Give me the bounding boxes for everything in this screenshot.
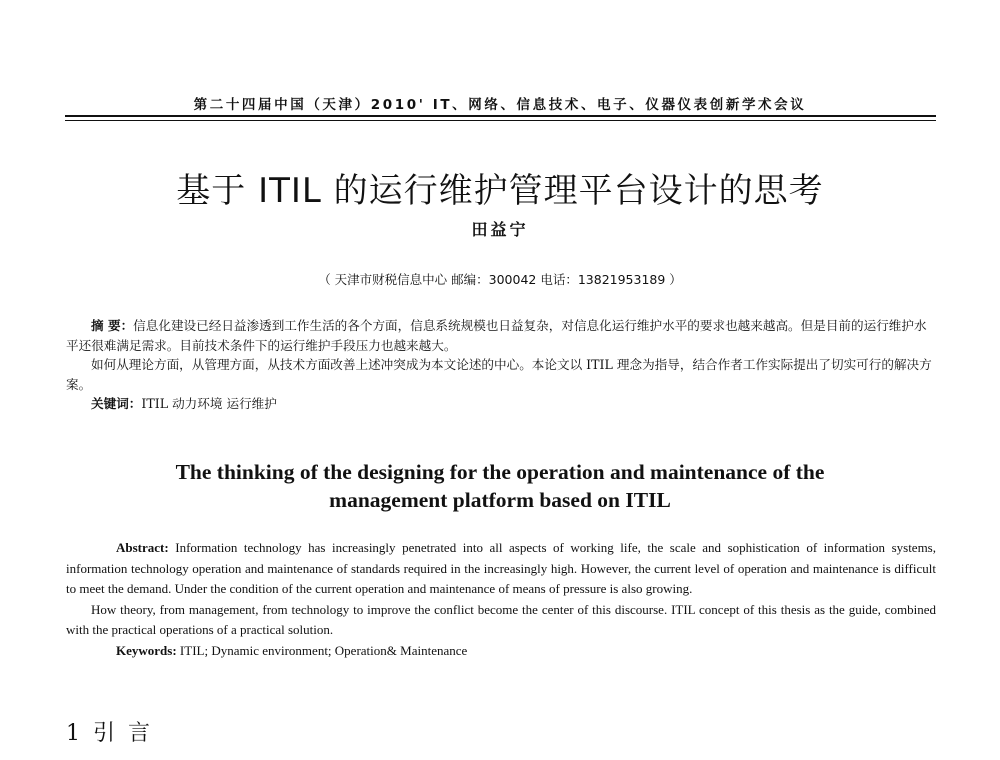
section-heading: 1 引 言 (66, 721, 153, 746)
keywords-en-text: ITIL; Dynamic environment; Operation& Maintenance (179, 642, 468, 658)
keywords-cn (66, 394, 936, 414)
abstract-cn-label: 摘 要： (91, 318, 134, 333)
keywords-cn-label: 关键词： (91, 396, 142, 411)
abstract-cn-text1: 信息化建设已经日益渗透到工作生活的各个方面，信息系统规模也日益复杂，对信息化运行维护水平的要求也越来越高。但是目前的运行维护水平还很难满足需求。目前技术条件下的运行维护手段压力也越来越大。 (66, 318, 927, 353)
abstract-cn-para1 (66, 316, 936, 355)
header-rule-thin (65, 120, 936, 121)
paper-title-en (0, 458, 1000, 514)
abstract-en-label: Abstract: (116, 540, 169, 555)
abstract-en-text1: Information technology has increasingly penetrated into all aspects of working life, the scale and sophistication of information systems, information technology operation and maintenance of standards required in the increasingly high. However, the current level of operation and maintenance is difficult to meet the demand. Under the condition of the current operation and maintenance of means of pressure is also growing. (66, 540, 936, 596)
keywords-en (66, 641, 936, 662)
author-affiliation: （ 天津市财税信息中心 邮编：300042 电话：13821953189 ） (318, 272, 682, 287)
paper-title-en-line1: The thinking of the designing for the operation and maintenance of the (175, 460, 825, 484)
paper-title-en-line2: management platform based on ITIL (329, 488, 671, 512)
abstract-en (66, 538, 936, 661)
paper-title-cn: 基于 ITIL 的运行维护管理平台设计的思考 (176, 171, 824, 211)
keywords-en-label: Keywords: (116, 642, 177, 658)
abstract-cn (66, 316, 936, 414)
author-name: 田益宁 (471, 220, 529, 239)
header-rule-thick (65, 115, 936, 117)
conference-header: 第二十四届中国（天津）2010' IT、网络、信息技术、电子、仪器仪表创新学术会议 (193, 97, 807, 113)
keywords-cn-text: ITIL 动力环境 运行维护 (141, 396, 277, 411)
abstract-cn-para2: 如何从理论方面，从管理方面，从技术方面改善上述冲突成为本文论述的中心。本论文以 ITIL 理念为指导，结合作者工作实际提出了切实可行的解决方案。 (66, 357, 932, 392)
abstract-en-para2: How theory, from management, from technology to improve the conflict become the center of this discourse. ITIL concept of this thesis as the guide, combined with the practical operations of a practical solution. (66, 601, 936, 637)
abstract-en-para1 (66, 538, 936, 600)
